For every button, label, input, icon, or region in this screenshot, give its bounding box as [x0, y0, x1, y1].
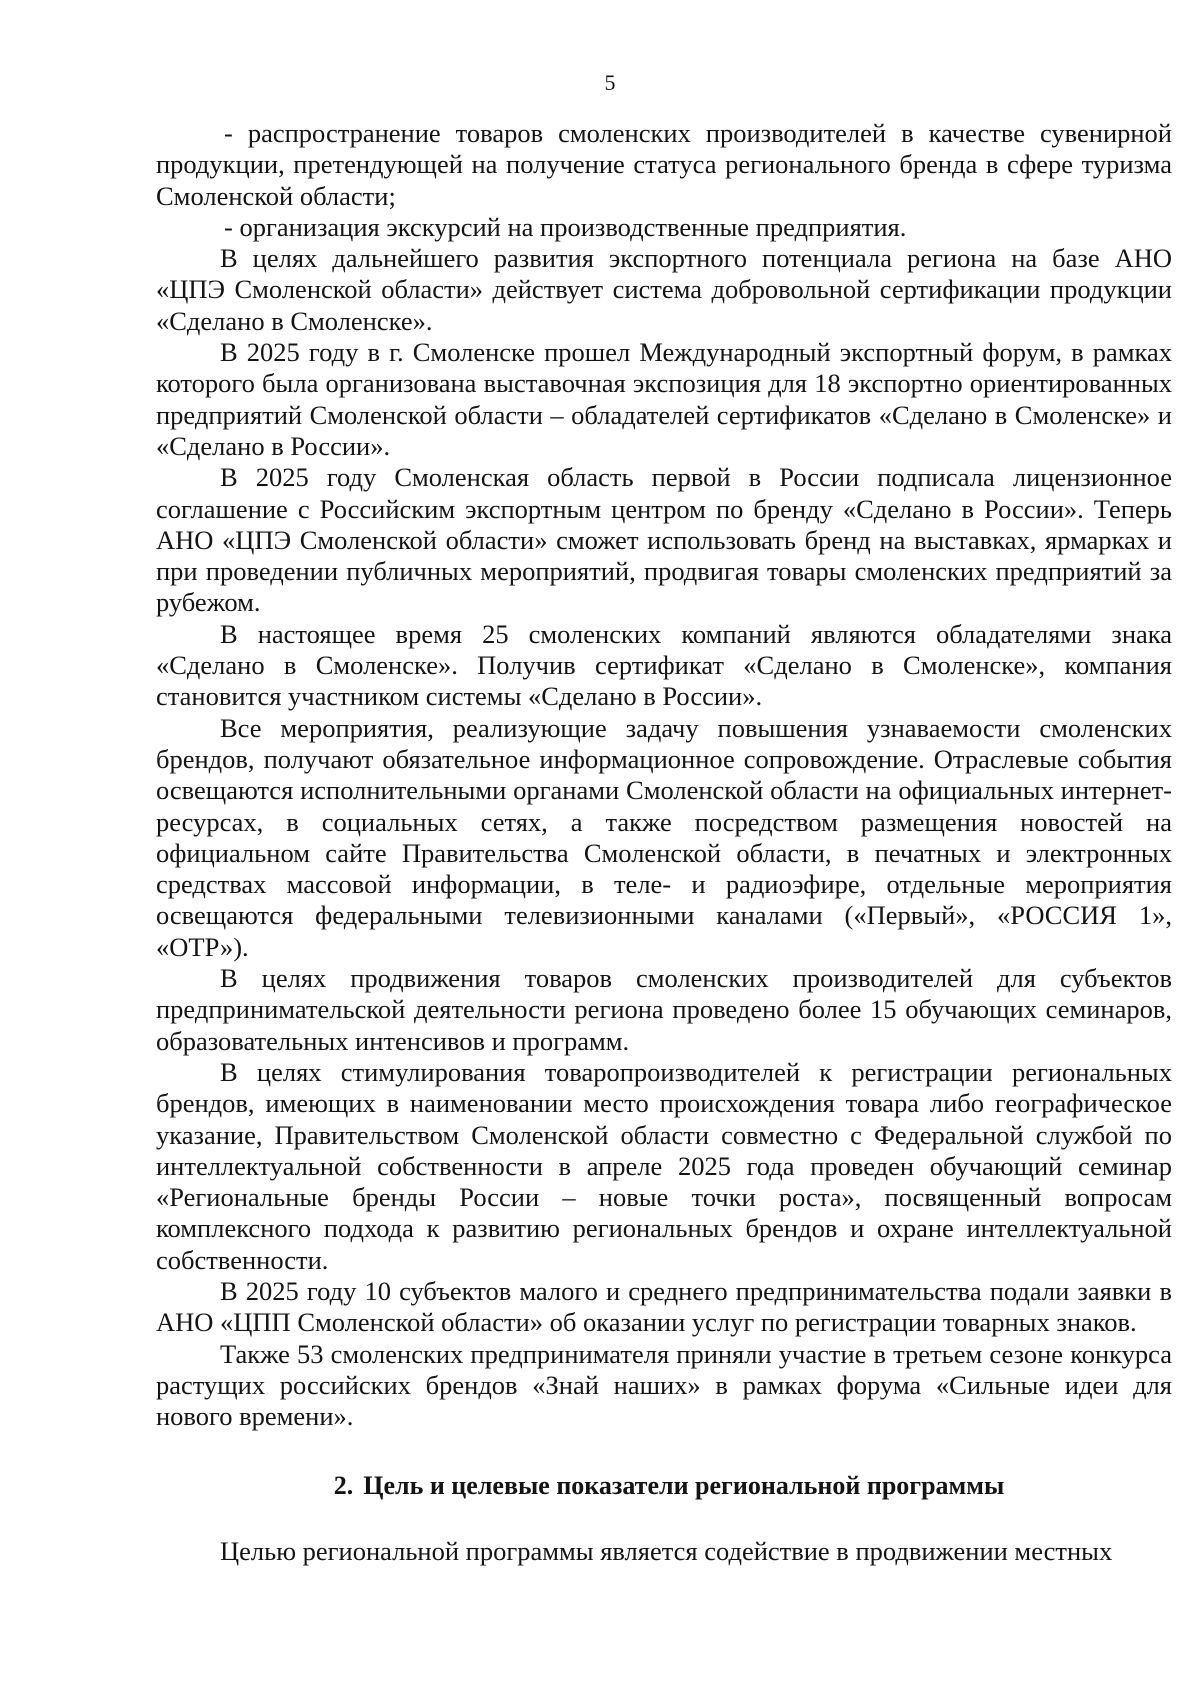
document-body: [156, 118, 1172, 1567]
paragraph-certification-system: В целях дальнейшего развития экспортного потенциала региона на базе АНО «ЦПЭ Смоленской области» действует система добровольной сертификации продукции «Сделано в Смоленске».: [156, 243, 1172, 336]
section-number: 2.: [333, 1471, 354, 1501]
paragraph-seminars: В целях продвижения товаров смоленских производителей для субъектов предпринимательской деятельности региона проведено более 15 обучающих семинаров, образовательных интенсивов и программ.: [156, 963, 1172, 1056]
paragraph-souvenir-products: - распространение товаров смоленских производителей в качестве сувенирной продукции, претендующей на получение статуса регионального бренда в сфере туризма Смоленской области;: [156, 118, 1172, 211]
section-heading: [156, 1470, 1172, 1501]
paragraph-program-goal: Целью региональной программы является содействие в продвижении местных: [220, 1535, 1113, 1566]
section-title: Цель и целевые показатели региональной программы: [363, 1471, 1005, 1501]
paragraph-export-forum: В 2025 году в г. Смоленске прошел Международный экспортный форум, в рамках которого была организована выставочная экспозиция для 18 экспортно ориентированных предприятий Смоленской области – обладателей сертификатов «Сделано в Смоленске» и «Сделано в России».: [156, 337, 1172, 461]
paragraph-license-agreement: В 2025 году Смоленская область первой в России подписала лицензионное соглашение с Российским экспортным центром по бренду «Сделано в России». Теперь АНО «ЦПЭ Смоленской области» сможет использовать бренд на выставках, ярмарках и при проведении публичных мероприятий, продвигая товары смоленских предприятий за рубежом.: [156, 462, 1172, 618]
paragraph-trademark-registration: В 2025 году 10 субъектов малого и среднего предпринимательства подали заявки в АНО «ЦПП Смоленской области» об оказании услуг по регистрации товарных знаков.: [156, 1275, 1172, 1338]
paragraph-excursions: - организация экскурсий на производственные предприятия.: [224, 211, 907, 242]
paragraph-regional-brands-seminar: В целях стимулирования товаропроизводителей к регистрации региональных брендов, имеющих в наименовании место происхождения товара либо географическое указание, Правительством Смоленской области совместно с Федеральной службой по интеллектуальной собственности в апреле 2025 года проведен обучающий семинар «Региональные бренды России – новые точки роста», посвященный вопросам комплексного подхода к развитию региональных брендов и охране интеллектуальной собственности.: [156, 1056, 1172, 1275]
paragraph-brand-contest: Также 53 смоленских предпринимателя приняли участие в третьем сезоне конкурса растущих российских брендов «Знай наших» в рамках форума «Сильные идеи для нового времени».: [156, 1338, 1172, 1432]
paragraph-certificate-holders: В настоящее время 25 смоленских компаний являются обладателями знака «Сделано в Смоленске». Получив сертификат «Сделано в Смоленске», компания становится участником системы «Сделано в России».: [156, 618, 1172, 712]
page-number: 5: [604, 70, 616, 95]
paragraph-information-support: Все мероприятия, реализующие задачу повышения узнаваемости смоленских брендов, получают обязательное информационное сопровождение. Отраслевые события освещаются исполнительными органами Смоленской области на официальных интернет-ресурсах, в социальных сетях, а также посредством размещения новостей на официальном сайте Правительства Смоленской области, в печатных и электронных средствах массовой информации, в теле- и радиоэфире, отдельные мероприятия освещаются федеральными телевизионными каналами («Первый», «РОССИЯ 1», «ОТР»).: [156, 712, 1172, 962]
